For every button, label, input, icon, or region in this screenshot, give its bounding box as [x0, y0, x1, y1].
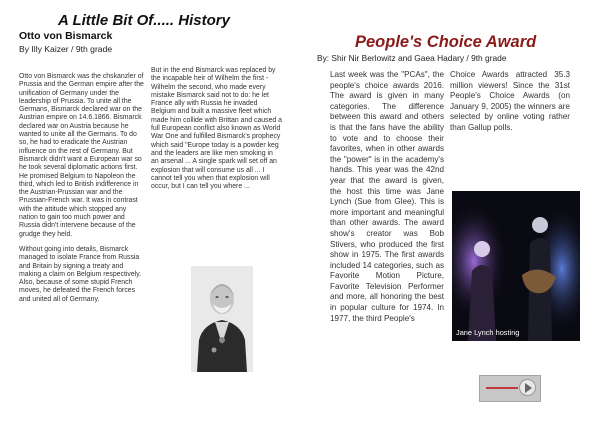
play-icon — [525, 383, 532, 393]
left-column-2 — [151, 67, 282, 198]
history-title: A Little Bit Of..... History — [58, 12, 230, 29]
bismarck-photo — [191, 266, 253, 372]
jane-lynch-photo — [452, 191, 580, 341]
peoples-choice-title: People's Choice Award — [355, 33, 537, 51]
paragraph-2: Without going into details, Bismarck managed to isolate France from Russia and Britain by signing a treaty and making a claim on Belgium respectively. Also, because of some stupid French moves, he defeated the French forces and united all of Germany. — [19, 245, 142, 303]
paragraph-3: But in the end Bismarck was replaced by the incapable heir of Wilhelm the first - Wilhelm the second, who made every mistake Bismarck said not to do: he let France ally with Russia he invaded Belgium and built a massive fleet which made him collide with Brittan and caused a full European conflict also known as World War One and fulfilled Bismarck's prophecy which said "Europe today is a powder keg and the leaders are like men smoking in an arsenal ... A single spark will set off an explosion that will consume us all ... I cannot tell you when that explosion will occur, but I can tell you where ... — [151, 67, 282, 191]
play-button[interactable] — [519, 379, 536, 396]
right-column-1: Last week was the "PCAs", the people's choice awards 2016. The award is given in many categories. The difference between this award and others is that the fans have the ability to vote and to choose their favorites, when in other awards the "power" is in the academy's hands. This year was the 42nd year that the award is given, the host this time was Jane Lynch (Sue from Glee). This is more important and meaningful than other awards. The award show's creator was Bob Stivers, who produced the first show in 1975. The first awards included 14 categories, such as Favorite Motion Picture, Favorite Television Performer and more, all honoring the best in popular culture for 1974. In 1977, the third People's — [330, 70, 444, 323]
article-heading: Otto von Bismarck — [19, 30, 113, 42]
right-column-2: Choice Awards attracted 35.3 million viewers! Since the 31st People's Choice Awards (on January 9, 2005) the winners are selected by online voting rather than Gallup polls. — [450, 70, 570, 132]
left-byline: By Illy Kaizer / 9th grade — [19, 44, 113, 54]
right-byline: By: Shir Nir Berlowitz and Gaea Hadary / 9th grade — [317, 53, 507, 63]
photo-caption: Jane Lynch hosting — [456, 328, 520, 337]
video-player[interactable] — [479, 375, 541, 402]
stage-performance-image — [452, 191, 580, 341]
bismarck-portrait-image — [191, 266, 253, 372]
left-column-1 — [19, 73, 146, 311]
paragraph-1: Otto von Bismarck was the chskanzler of Prussia and the German empire after the unification of Germany under the leadership of Prussia. To unite all the Germans, Bismarck declared war on the Austrian empire on 14.6.1866. Bismarck declared war on Austria because he wanted to unite all the Germans. To do so, he had to eradicate the Austrian influence on the rest of Germany. But Bismarck didn't want a European war so he took several diplomatic actions first. He promised Belgium to Napoleon the third, which led to British indifference in the Austrian-Prussian war and the Prussian-French war. It was in contrast with the attitude which stopped any nation to gain too much power and Russia didn't intervene because of the grudge they held. — [19, 73, 144, 238]
video-progress-bar[interactable] — [486, 387, 518, 389]
